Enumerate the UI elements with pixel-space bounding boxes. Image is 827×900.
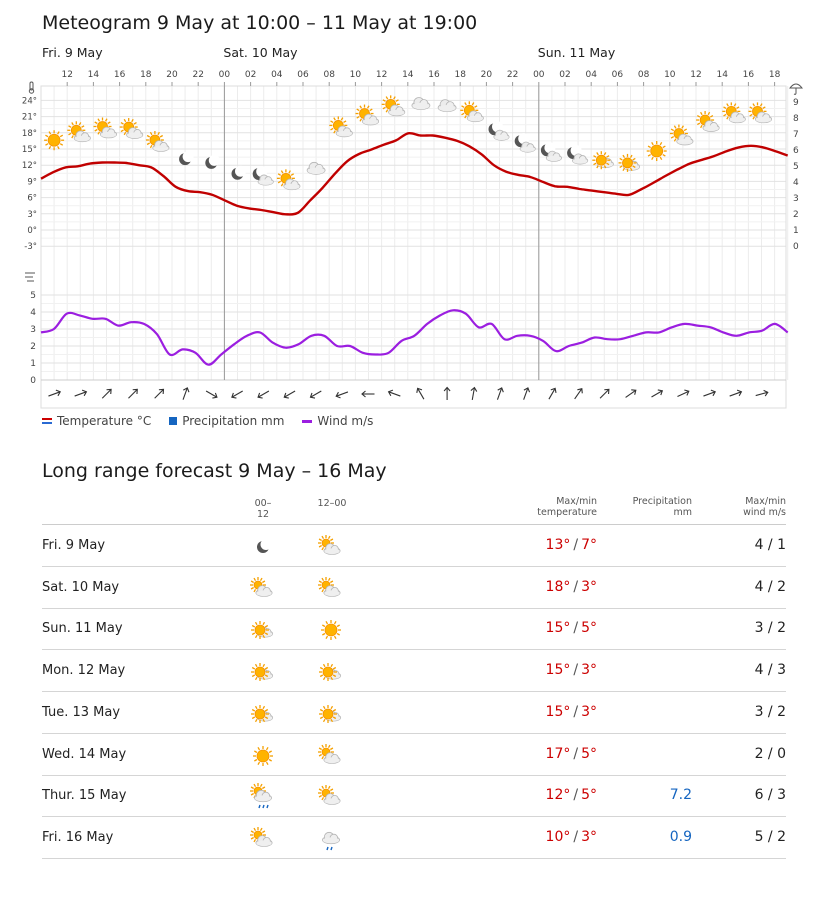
- cloud-sun-icon: [696, 111, 719, 131]
- hour-label: 16: [113, 70, 126, 80]
- hour-label: 04: [271, 70, 283, 80]
- legend-precipitation-label: Precipitation mm: [182, 414, 285, 428]
- forecast-precipitation: 0.9: [669, 828, 692, 845]
- sun-cloud-icon: [249, 700, 275, 726]
- hour-label: 16: [742, 70, 755, 80]
- min-temperature: 3°: [581, 662, 597, 679]
- hour-label: 14: [87, 70, 100, 80]
- day-label: Sun. 11 May: [537, 45, 616, 60]
- wind-arrow-icon: [283, 388, 297, 399]
- cloud-sun-icon: [356, 105, 379, 125]
- hour-label: 08: [323, 70, 335, 80]
- sun-cloud-icon: [249, 616, 275, 642]
- forecast-row[interactable]: [42, 775, 786, 817]
- moon-icon: [249, 533, 275, 559]
- temperature-separator: /: [573, 787, 579, 804]
- min-temperature: 3°: [581, 578, 597, 595]
- temperature-tick-label: 24°: [21, 96, 37, 107]
- hour-label: 12: [690, 70, 702, 80]
- wind-arrow-icon: [100, 387, 113, 400]
- forecast-day: Mon. 12 May: [42, 663, 126, 679]
- wind-arrow-icon: [444, 388, 450, 401]
- light-rain-cloud-icon: [317, 825, 343, 851]
- temperature-tick-label: 18°: [21, 128, 37, 139]
- temperature-tick-label: 6°: [27, 193, 37, 204]
- moon-icon: [232, 166, 247, 180]
- forecast-wind: 2 / 0: [754, 745, 786, 762]
- cloud-partly-icon: [317, 533, 343, 559]
- forecast-wind: 5 / 2: [754, 828, 786, 845]
- hour-label: 00: [218, 70, 231, 80]
- forecast-wind: 4 / 1: [754, 537, 786, 553]
- hour-label: 02: [559, 70, 571, 80]
- temperature-separator: /: [573, 662, 579, 679]
- legend-temperature: [42, 414, 151, 428]
- forecast-temperature: [546, 746, 597, 762]
- temperature-tick-label: -3°: [24, 242, 37, 253]
- cloud-partly-icon: [317, 575, 343, 601]
- cloud-partly-icon: [317, 783, 343, 809]
- precipitation-tick-label: 1: [793, 226, 799, 236]
- cloud-sun-icon: [277, 169, 300, 189]
- series-lines: [41, 133, 788, 365]
- temperature-tick-label: 0°: [27, 226, 37, 236]
- temperature-separator: /: [573, 578, 579, 595]
- sun-icon: [317, 616, 343, 642]
- temperature-separator: /: [573, 537, 579, 553]
- forecast-temperature: [546, 579, 597, 595]
- forecast-day: Thur. 15 May: [42, 788, 127, 804]
- meteogram-title: Meteogram 9 May at 10:00 – 11 May at 19:00: [42, 12, 478, 34]
- wind-swatch-icon: [302, 420, 312, 423]
- wind-arrow-icon: [230, 388, 244, 399]
- forecast-day: Fri. 9 May: [42, 538, 106, 553]
- forecast-temperature: [546, 829, 597, 845]
- wind-arrow-icon: [153, 387, 166, 400]
- wind-tick-label: 4: [30, 308, 36, 318]
- header-precipitation-line2: mm: [673, 507, 692, 518]
- max-temperature: 15°: [545, 620, 571, 637]
- wind-arrow-icon: [676, 389, 690, 400]
- forecast-temperature: [546, 704, 597, 720]
- day-label: Sat. 10 May: [223, 45, 298, 60]
- hour-labels: [61, 70, 780, 86]
- max-temperature: 13°: [545, 537, 571, 553]
- forecast-wind: 4 / 3: [754, 662, 786, 679]
- wind-arrow-icon: [388, 389, 402, 399]
- hour-label: 22: [506, 70, 519, 80]
- forecast-row[interactable]: [42, 734, 786, 776]
- temperature-tick-label: 9°: [27, 177, 37, 188]
- precipitation-tick-label: 2: [793, 210, 799, 220]
- temperature-separator: /: [573, 620, 579, 637]
- header-wind-line2: wind m/s: [743, 507, 786, 518]
- wind-tick-label: 5: [30, 291, 36, 301]
- cloud-sun-icon: [749, 102, 772, 122]
- precipitation-tick-label: 5: [793, 162, 799, 172]
- max-temperature: 10°: [545, 828, 571, 845]
- precipitation-tick-label: 9: [793, 98, 799, 108]
- temperature-separator: /: [573, 828, 579, 845]
- header-temperature-line2: temperature: [537, 507, 597, 518]
- cloud-icon: [307, 162, 325, 174]
- sun-icon: [647, 141, 667, 161]
- forecast-precipitation: 7.2: [669, 787, 692, 804]
- hour-label: 14: [716, 70, 728, 80]
- forecast-day: Sun. 11 May: [42, 621, 123, 637]
- precipitation-tick-label: 8: [793, 114, 799, 124]
- forecast-row[interactable]: [42, 608, 786, 650]
- hour-label: 20: [480, 70, 493, 80]
- hour-label: 10: [349, 70, 362, 80]
- forecast-day: Fri. 16 May: [42, 829, 114, 845]
- header-wind-line1: Max/min: [745, 496, 786, 507]
- max-temperature: 15°: [545, 703, 571, 720]
- wind-arrow-icon: [572, 387, 584, 401]
- wind-arrow-icon: [702, 389, 716, 399]
- max-temperature: 12°: [545, 787, 571, 804]
- wind-arrow-icon: [755, 389, 769, 398]
- cloud-sun-icon: [329, 116, 352, 136]
- sun-icon: [249, 742, 275, 768]
- moon-cloud-icon: [541, 142, 562, 161]
- header-temperature: [537, 496, 597, 518]
- cloud-partly-icon: [249, 575, 275, 601]
- sun-cloud-icon: [619, 154, 640, 172]
- wind-arrow-icon: [47, 389, 61, 399]
- hour-label: 06: [611, 70, 624, 80]
- wind-arrow-icon: [415, 387, 426, 401]
- cloud-partly-icon: [249, 825, 275, 851]
- cloud-sun-icon: [722, 102, 745, 122]
- sun-cloud-icon: [592, 151, 613, 169]
- wind-arrow-icon: [546, 387, 557, 401]
- forecast-wind: 6 / 3: [754, 787, 786, 804]
- hour-label: 02: [244, 70, 257, 80]
- forecast-row[interactable]: [42, 817, 786, 859]
- forecast-day: Sat. 10 May: [42, 579, 120, 595]
- wind-arrow-icon: [309, 388, 323, 399]
- moon-cloud-icon: [253, 166, 274, 185]
- sun-cloud-icon: [249, 658, 275, 684]
- hour-label: 18: [454, 70, 466, 80]
- precipitation-tick-label: 0: [793, 242, 799, 252]
- wind-arrow-icon: [521, 387, 531, 401]
- max-temperature: 17°: [545, 745, 571, 762]
- wind-arrow-icon: [205, 388, 219, 399]
- wind-tick-label: 1: [30, 359, 36, 369]
- min-temperature: 3°: [581, 828, 597, 845]
- wind-tick-label: 2: [30, 342, 36, 352]
- precipitation-tick-label: 4: [793, 178, 799, 188]
- long-range-title: Long range forecast 9 May – 16 May: [42, 460, 387, 482]
- precipitation-swatch-icon: [169, 417, 177, 425]
- precipitation-tick-label: 7: [793, 130, 799, 140]
- wind-arrow-icon: [495, 387, 505, 401]
- long-range-header: [42, 492, 786, 525]
- header-precipitation-line1: Precipitation: [632, 496, 692, 507]
- cloud-partly-icon: [317, 742, 343, 768]
- cloud-sun-icon: [120, 118, 143, 138]
- min-temperature: 5°: [581, 787, 597, 804]
- min-temperature: 5°: [581, 620, 597, 637]
- legend-wind: [302, 414, 373, 428]
- temperature-tick-label: 21°: [21, 112, 37, 123]
- max-temperature: 18°: [545, 578, 571, 595]
- umbrella-icon: [790, 84, 802, 94]
- moon-cloud-icon: [489, 121, 510, 140]
- legend-wind-label: Wind m/s: [317, 414, 374, 428]
- cloud-sun-icon: [460, 101, 483, 121]
- temperature-tick-label: 3°: [27, 209, 37, 220]
- hour-label: 10: [664, 70, 676, 80]
- header-period2: 12–00: [317, 498, 347, 509]
- forecast-row[interactable]: [42, 567, 786, 609]
- wind-arrows: [47, 387, 768, 401]
- wind-arrow-icon: [469, 387, 477, 400]
- forecast-day: Tue. 13 May: [42, 704, 121, 720]
- cloud-sun-icon: [94, 118, 117, 138]
- header-precipitation: [633, 496, 692, 518]
- hour-label: 08: [637, 70, 650, 80]
- wind-arrow-icon: [180, 387, 190, 401]
- chart-legend: [42, 414, 373, 428]
- wind-arrow-icon: [650, 388, 664, 399]
- min-temperature: 7°: [581, 537, 597, 553]
- forecast-temperature: [546, 537, 597, 553]
- hour-label: 22: [192, 70, 204, 80]
- hour-label: 14: [402, 70, 414, 80]
- hour-label: 00: [533, 70, 545, 80]
- temperature-tick-label: 12°: [21, 161, 37, 172]
- hour-label: 18: [768, 70, 781, 80]
- forecast-row[interactable]: [42, 525, 786, 567]
- temperature-separator: /: [573, 745, 579, 762]
- header-period1: 00–12: [254, 498, 272, 520]
- precipitation-tick-label: 6: [793, 146, 799, 156]
- wind-arrow-icon: [624, 388, 638, 400]
- sun-cloud-icon: [317, 658, 343, 684]
- header-wind: [743, 496, 786, 518]
- temperature-separator: /: [573, 703, 579, 720]
- forecast-wind: 4 / 2: [754, 578, 786, 595]
- cloud-icon: [438, 100, 456, 112]
- wind-icon: [25, 273, 35, 281]
- header-temperature-line1: Max/min: [556, 496, 597, 507]
- wind-arrow-icon: [729, 389, 743, 399]
- meteogram-chart: [0, 0, 827, 440]
- forecast-temperature: [546, 662, 597, 678]
- cloud-sun-icon: [382, 95, 405, 115]
- wind-arrow-icon: [126, 387, 139, 400]
- thermometer-icon: [29, 82, 33, 93]
- wind-tick-label: 3: [30, 325, 36, 335]
- hour-label: 12: [61, 70, 73, 80]
- forecast-row[interactable]: [42, 692, 786, 734]
- hour-label: 06: [297, 70, 309, 80]
- temperature-tick-label: 15°: [21, 145, 37, 155]
- wind-arrow-icon: [257, 388, 271, 399]
- legend-temperature-label: Temperature °C: [57, 414, 152, 428]
- cloud-sun-icon: [670, 125, 693, 145]
- precipitation-tick-label: 3: [793, 194, 799, 204]
- forecast-row[interactable]: [42, 650, 786, 692]
- forecast-day: Wed. 14 May: [42, 746, 127, 762]
- min-temperature: 3°: [581, 703, 597, 720]
- temperature-line: [41, 133, 788, 214]
- temperature-swatch-icon: [42, 418, 52, 424]
- forecast-wind: 3 / 2: [754, 703, 786, 720]
- max-temperature: 15°: [545, 662, 571, 679]
- cloud-icon: [412, 98, 430, 110]
- hour-label: 12: [375, 70, 388, 80]
- forecast-wind: 3 / 2: [754, 620, 786, 637]
- wind-arrow-icon: [362, 391, 375, 397]
- day-labels: [42, 45, 616, 60]
- hour-label: 04: [585, 70, 597, 80]
- hour-label: 18: [140, 70, 152, 80]
- rain-cloud-icon: [249, 783, 275, 809]
- moon-cloud-icon: [567, 145, 588, 164]
- day-label: Fri. 9 May: [42, 45, 103, 60]
- min-temperature: 5°: [581, 745, 597, 762]
- sun-cloud-icon: [317, 700, 343, 726]
- wind-arrow-icon: [335, 389, 349, 399]
- moon-icon: [179, 151, 194, 165]
- wind-arrow-icon: [74, 389, 88, 399]
- forecast-temperature: [546, 620, 597, 636]
- wind-arrow-icon: [598, 387, 611, 400]
- forecast-temperature: [546, 787, 597, 803]
- legend-precipitation: [169, 414, 284, 428]
- wind-tick-label: 0: [30, 376, 36, 386]
- hour-label: 16: [428, 70, 440, 80]
- hour-label: 20: [166, 70, 178, 80]
